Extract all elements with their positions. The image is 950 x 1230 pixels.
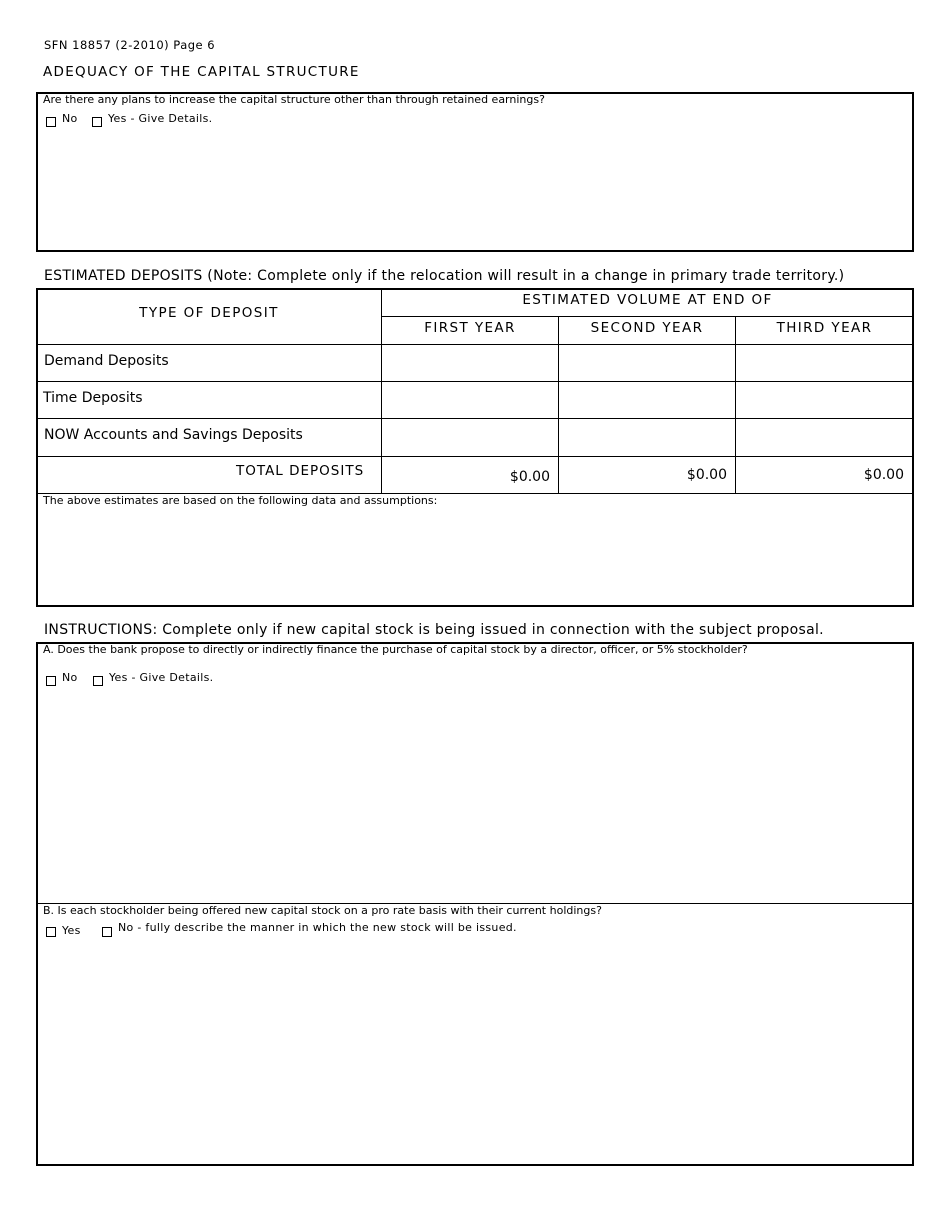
total-third-year: $0.00 <box>863 467 904 483</box>
row-total-deposits: TOTAL DEPOSITS <box>236 463 365 479</box>
assumptions-input[interactable] <box>38 510 912 605</box>
now-third-year-input[interactable] <box>736 419 913 456</box>
time-first-year-input[interactable] <box>382 382 558 418</box>
row-demand-deposits: Demand Deposits <box>44 353 169 369</box>
instructions-title: INSTRUCTIONS: Complete only if new capital stock is being issued in connection with the subject proposal. <box>44 622 824 638</box>
demand-first-year-input[interactable] <box>382 345 558 381</box>
form-number: SFN 18857 (2-2010) Page 6 <box>44 38 216 52</box>
question-a-no-checkbox[interactable] <box>46 676 56 686</box>
question-a-details-input[interactable] <box>38 692 912 902</box>
grid-line <box>381 316 913 317</box>
col-type-of-deposit: TYPE OF DEPOSIT <box>139 305 279 321</box>
capital-yes-checkbox[interactable] <box>92 117 102 127</box>
demand-third-year-input[interactable] <box>736 345 913 381</box>
question-b-yes-label: Yes <box>62 924 81 937</box>
question-a-yes-label: Yes - Give Details. <box>109 671 214 684</box>
time-third-year-input[interactable] <box>736 382 913 418</box>
capital-section-title: ADEQUACY OF THE CAPITAL STRUCTURE <box>43 64 360 80</box>
now-second-year-input[interactable] <box>559 419 735 456</box>
assumptions-label: The above estimates are based on the following data and assumptions: <box>43 494 438 507</box>
capital-yes-label: Yes - Give Details. <box>108 112 213 125</box>
deposits-section-title: ESTIMATED DEPOSITS (Note: Complete only if the relocation will result in a change in primary trade territory.) <box>44 268 845 284</box>
question-a-yes-checkbox[interactable] <box>93 676 103 686</box>
question-b: B. Is each stockholder being offered new capital stock on a pro rate basis with their current holdings? <box>43 904 602 917</box>
row-now-savings-deposits: NOW Accounts and Savings Deposits <box>44 427 303 443</box>
total-first-year: $0.00 <box>509 469 550 485</box>
question-b-no-label: No - fully describe the manner in which the new stock will be issued. <box>118 921 517 934</box>
capital-no-label: No <box>62 112 78 125</box>
row-time-deposits: Time Deposits <box>43 390 143 406</box>
question-b-yes-checkbox[interactable] <box>46 927 56 937</box>
grid-line <box>37 456 913 457</box>
col-third-year: THIRD YEAR <box>776 320 873 336</box>
capital-no-checkbox[interactable] <box>46 117 56 127</box>
question-a: A. Does the bank propose to directly or indirectly finance the purchase of capital stock by a director, officer, or 5% stockholder? <box>43 643 748 656</box>
col-estimated-volume: ESTIMATED VOLUME AT END OF <box>522 292 773 308</box>
col-first-year: FIRST YEAR <box>424 320 516 336</box>
col-second-year: SECOND YEAR <box>590 320 704 336</box>
capital-question: Are there any plans to increase the capital structure other than through retained earnings? <box>43 93 545 106</box>
question-b-no-checkbox[interactable] <box>102 927 112 937</box>
question-b-details-input[interactable] <box>38 942 912 1164</box>
time-second-year-input[interactable] <box>559 382 735 418</box>
demand-second-year-input[interactable] <box>559 345 735 381</box>
total-second-year: $0.00 <box>686 467 727 483</box>
now-first-year-input[interactable] <box>382 419 558 456</box>
question-a-no-label: No <box>62 671 78 684</box>
